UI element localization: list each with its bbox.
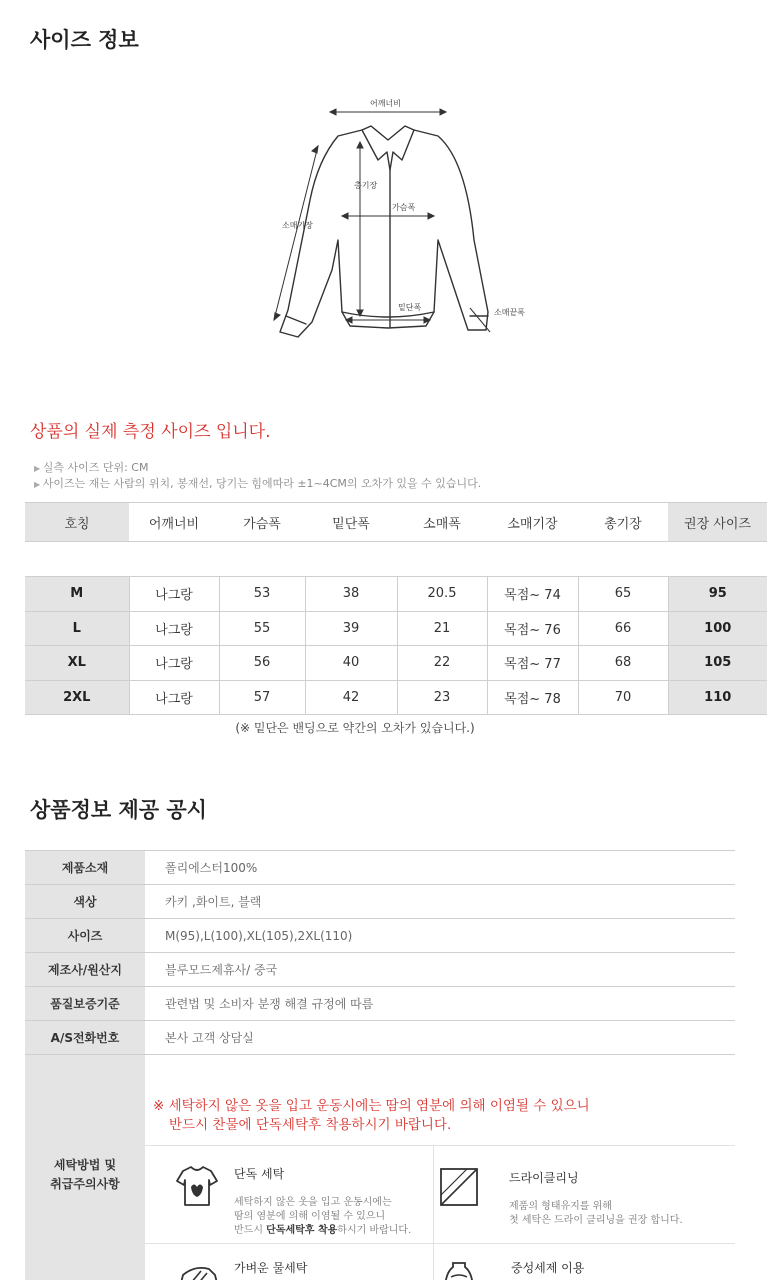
care-desc-line: 첫 세탁은 드라이 클리닝을 권장 합니다. (509, 1215, 683, 1226)
care-warning-line2: 반드시 찬물에 단독세탁후 착용하시기 바랍니다. (169, 1117, 452, 1133)
diagram-label-sleeve-cuff: 소매끝폭 (494, 308, 525, 317)
table-cell: 나그랑 (129, 611, 219, 646)
care-desc-line: 세탁하지 않은 옷을 입고 운동시에는 (234, 1197, 392, 1208)
table-cell: 42 (305, 680, 397, 715)
size-table (25, 576, 767, 715)
hand-wash-icon (175, 1261, 223, 1280)
table-cell: 나그랑 (129, 680, 219, 715)
info-value: 관련법 및 소비자 분쟁 해결 규정에 따름 (165, 997, 374, 1011)
care-desc-line: 제품의 형태유지를 위해 (509, 1201, 612, 1212)
care-item-desc (509, 1200, 729, 1228)
info-row (25, 851, 735, 885)
info-key: 사이즈 (25, 919, 145, 952)
size-table-header (25, 502, 767, 542)
table-cell: 57 (219, 680, 305, 715)
jacket-measurement-diagram (250, 80, 550, 360)
size-label-cell: 2XL (25, 680, 129, 715)
care-desc-emphasis: 단독세탁후 착용 (266, 1225, 338, 1236)
info-value: 본사 고객 상담실 (165, 1031, 254, 1045)
info-row (25, 987, 735, 1021)
size-label-cell: M (25, 577, 129, 612)
info-value: 폴리에스터100% (165, 861, 258, 875)
diagram-label-hem: 밑단폭 (398, 303, 422, 312)
info-key: 제조사/원산지 (25, 953, 145, 986)
header-cell: 호칭 (25, 503, 129, 542)
size-note-tolerance: ▶ 사이즈는 재는 사람의 위치, 봉재선, 당기는 힘에따라 ±1~4CM의 오차가 있을 수 있습니다. (34, 476, 481, 492)
size-label-cell: L (25, 611, 129, 646)
table-cell: 56 (219, 646, 305, 681)
care-divider (145, 1243, 735, 1244)
care-key-line2: 취급주의사항 (50, 1177, 120, 1191)
header-cell: 가슴폭 (243, 516, 281, 532)
table-cell: 22 (397, 646, 487, 681)
diagram-label-shoulder: 어깨너비 (370, 99, 401, 108)
recommended-size-cell: 110 (668, 680, 767, 715)
care-desc-part: 하시기 바랍니다. (337, 1225, 412, 1236)
care-item-desc (234, 1196, 444, 1238)
info-key: A/S전화번호 (25, 1021, 145, 1054)
care-desc-line: 땀의 염분에 의해 이염될 수 있으니 (234, 1211, 386, 1222)
table-cell: 39 (305, 611, 397, 646)
header-cell: 소매기장 (507, 516, 558, 532)
care-key-line1: 세탁방법 및 (53, 1158, 117, 1172)
table-cell: 나그랑 (129, 646, 219, 681)
diagram-label-chest: 가슴폭 (392, 203, 416, 212)
care-item-title: 중성세제 이용 (511, 1261, 585, 1275)
recommended-size-cell: 100 (668, 611, 767, 646)
table-cell: 23 (397, 680, 487, 715)
care-grid (145, 1145, 735, 1146)
info-row (25, 1021, 735, 1055)
header-cell: 소매폭 (423, 516, 461, 532)
table-cell: 38 (305, 577, 397, 612)
size-label-cell: XL (25, 646, 129, 681)
dry-clean-icon (439, 1167, 479, 1207)
table-cell: 40 (305, 646, 397, 681)
table-cell: 목점~ 78 (487, 680, 578, 715)
table-cell: 55 (219, 611, 305, 646)
table-cell: 68 (578, 646, 668, 681)
info-value: 블루모드제휴사/ 중국 (165, 963, 278, 977)
diagram-label-sleeve-length: 소매기장 (282, 221, 313, 230)
info-row (25, 919, 735, 953)
care-body (145, 1055, 735, 1280)
header-cell: 권장 사이즈 (668, 503, 767, 542)
info-key: 색상 (25, 885, 145, 918)
size-table-footnote: (※ 밑단은 밴딩으로 약간의 오차가 있습니다.) (235, 721, 475, 735)
detergent-icon (439, 1261, 479, 1280)
care-item-title: 드라이클리닝 (509, 1171, 579, 1185)
table-cell: 목점~ 77 (487, 646, 578, 681)
table-cell: 65 (578, 577, 668, 612)
care-warning (153, 1097, 590, 1135)
header-cell: 밑단폭 (332, 516, 370, 532)
recommended-size-cell: 105 (668, 646, 767, 681)
info-key: 품질보증기준 (25, 987, 145, 1020)
table-cell: 목점~ 76 (487, 611, 578, 646)
header-cell: 어깨너비 (148, 516, 200, 532)
product-info-title: 상품정보 제공 공시 (30, 798, 207, 822)
table-cell: 66 (578, 611, 668, 646)
tshirt-wash-icon (175, 1165, 219, 1207)
info-value: M(95),L(100),XL(105),2XL(110) (165, 928, 353, 943)
table-row (25, 680, 767, 715)
header-cell: 총기장 (604, 516, 642, 532)
recommended-size-cell: 95 (668, 577, 767, 612)
size-headline: 상품의 실제 측정 사이즈 입니다. (30, 422, 271, 442)
table-cell: 21 (397, 611, 487, 646)
table-cell: 20.5 (397, 577, 487, 612)
info-row (25, 885, 735, 919)
product-info-table (25, 850, 735, 1280)
table-cell: 목점~ 74 (487, 577, 578, 612)
care-desc-line (234, 1224, 444, 1238)
diagram-label-total-length: 총기장 (354, 181, 378, 190)
table-cell: 70 (578, 680, 668, 715)
info-value: 카키 ,화이트, 블랙 (165, 895, 262, 909)
care-warning-line1: ※ 세탁하지 않은 옷을 입고 운동시에는 땀의 염분에 의해 이염될 수 있으니 (153, 1098, 590, 1114)
table-row (25, 646, 767, 681)
care-item-title: 단독 세탁 (234, 1167, 285, 1181)
care-item-title: 가벼운 물세탁 (234, 1261, 308, 1275)
table-row (25, 611, 767, 646)
info-key: 제품소재 (25, 851, 145, 884)
size-info-title: 사이즈 정보 (30, 28, 139, 52)
care-instructions-row (25, 1055, 735, 1280)
size-notes (34, 460, 481, 492)
table-row (25, 577, 767, 612)
table-cell: 53 (219, 577, 305, 612)
care-desc-part: 반드시 (234, 1225, 267, 1236)
care-key (25, 1055, 145, 1280)
info-row (25, 953, 735, 987)
table-cell: 나그랑 (129, 577, 219, 612)
size-note-unit: ▶ 실측 사이즈 단위: CM (34, 460, 481, 476)
